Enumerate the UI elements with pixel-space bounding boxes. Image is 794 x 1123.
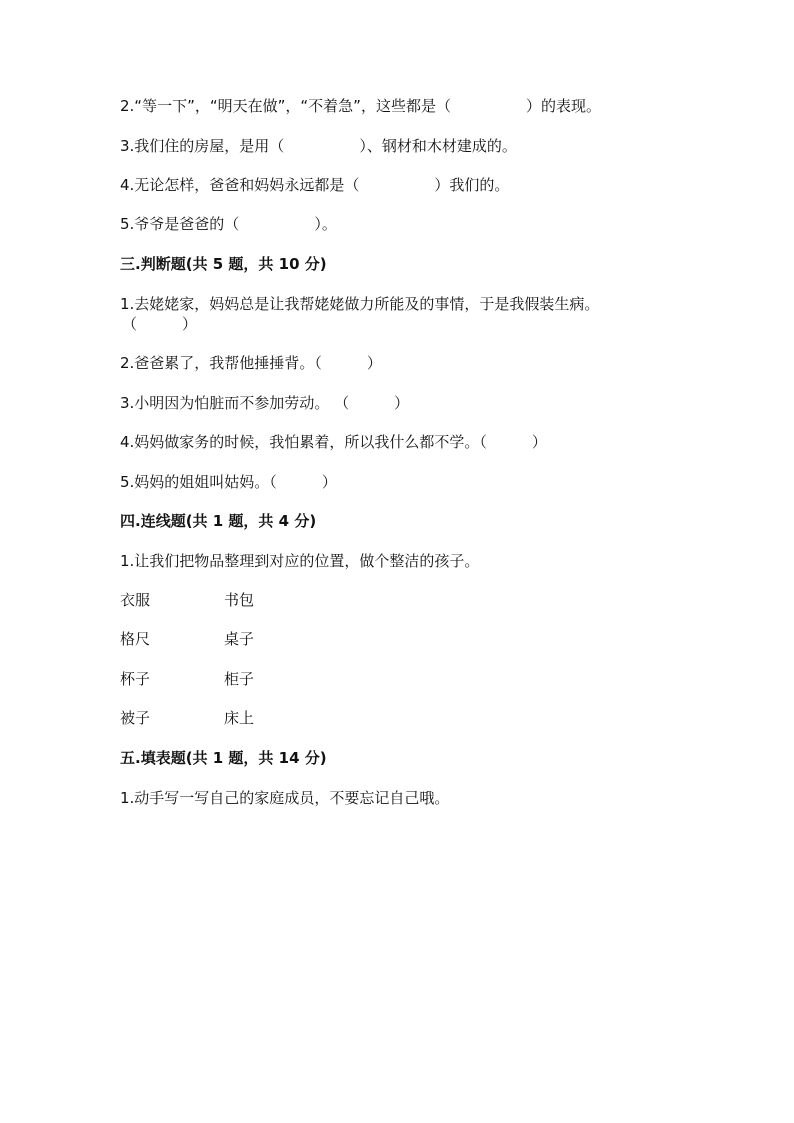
- fill-question-2: 2.“等一下”，“明天在做”，“不着急”，这些都是（ ）的表现。: [120, 97, 601, 115]
- matching-left-item: 被子: [120, 709, 151, 727]
- matching-right-item: 桌子: [224, 630, 255, 648]
- judgement-question-4: 4.妈妈做家务的时候，我怕累着，所以我什么都不学。（ ）: [120, 433, 547, 451]
- matching-left-item: 格尺: [120, 630, 151, 648]
- judgement-question-5: 5.妈妈的姐姐叫姑妈。（ ）: [120, 473, 337, 491]
- judgement-answer-paren-1: （ ）: [122, 315, 198, 333]
- section-heading-table: 五.填表题(共 1 题，共 14 分): [120, 749, 327, 767]
- section-heading-matching: 四.连线题(共 1 题，共 4 分): [120, 512, 317, 530]
- matching-left-item: 衣服: [120, 591, 151, 609]
- matching-question-1: 1.让我们把物品整理到对应的位置，做个整洁的孩子。: [120, 552, 480, 570]
- matching-right-item: 柜子: [224, 670, 255, 688]
- matching-right-item: 床上: [224, 709, 255, 727]
- fill-question-4: 4.无论怎样，爸爸和妈妈永远都是（ ）我们的。: [120, 176, 510, 194]
- section-heading-judgement: 三.判断题(共 5 题，共 10 分): [120, 255, 327, 273]
- matching-left-item: 杯子: [120, 670, 151, 688]
- fill-question-3: 3.我们住的房屋，是用（ ）、钢材和木材建成的。: [120, 137, 517, 155]
- table-question-1: 1.动手写一写自己的家庭成员，不要忘记自己哦。: [120, 789, 450, 807]
- judgement-question-2: 2.爸爸累了，我帮他捶捶背。（ ）: [120, 354, 382, 372]
- matching-right-item: 书包: [224, 591, 255, 609]
- judgement-question-3: 3.小明因为怕脏而不参加劳动。 （ ）: [120, 394, 410, 412]
- fill-question-5: 5.爷爷是爸爸的（ ）。: [120, 215, 337, 233]
- judgement-question-1: 1.去姥姥家，妈妈总是让我帮姥姥做力所能及的事情，于是我假装生病。: [120, 295, 600, 313]
